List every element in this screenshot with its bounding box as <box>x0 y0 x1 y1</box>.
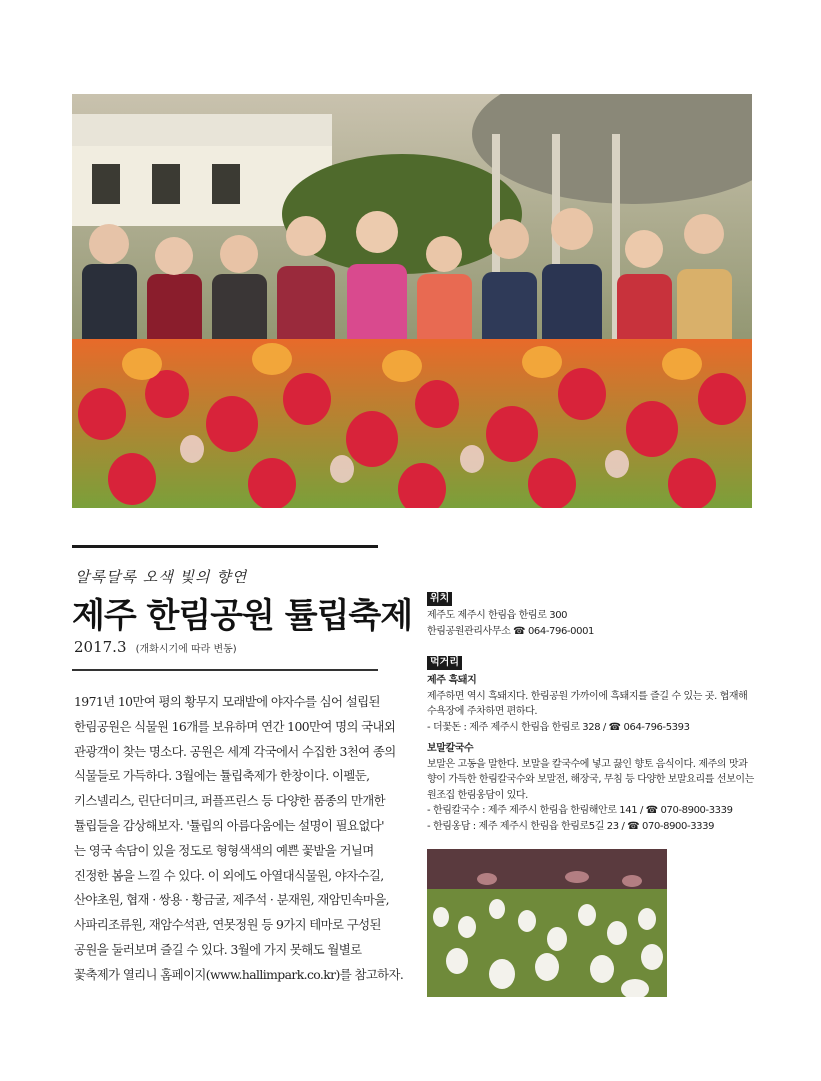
body-line: 튤립들을 감상해보자. '튤립의 아름다움에는 설명이 필요없다' <box>74 817 384 833</box>
food-item-name: 제주 흑돼지 <box>427 675 477 686</box>
date-line <box>74 637 237 656</box>
body-line: 사파리조류원, 재암수석관, 연못정원 등 9가지 테마로 구성된 <box>74 917 381 933</box>
date-note: (개화시기에 따라 변동) <box>135 644 237 655</box>
location-office: 한림공원관리사무소 ☎ 064-796-0001 <box>427 625 594 637</box>
location-section <box>427 592 757 639</box>
food-item-line: - 한림칼국수 : 제주 제주시 한림읍 한림해안로 141 / ☎ 070-8900-3339 <box>427 805 733 816</box>
location-tag: 위치 <box>427 592 452 606</box>
food-item-line: 수욕장에 주차하면 편하다. <box>427 706 538 717</box>
food-item-line: 향이 가득한 한림칼국수와 보말전, 해장국, 무침 등 다양한 보말요리를 선보이는 <box>427 774 754 785</box>
bottom-divider <box>72 669 378 671</box>
body-line: 한림공원은 식물원 16개를 보유하며 연간 100만여 명의 국내외 <box>74 718 396 734</box>
article-title: 제주 한림공원 튤립축제 <box>72 596 413 636</box>
food-item-name: 보말칼국수 <box>427 743 474 754</box>
food-tag: 먹거리 <box>427 656 462 670</box>
festival-date: 2017.3 <box>74 638 127 656</box>
article-subtitle: 알록달록 오색 빛의 향연 <box>75 568 248 586</box>
location-address: 제주도 제주시 한림읍 한림로 300 <box>427 610 568 621</box>
body-line: 1971년 10만여 평의 황무지 모래밭에 야자수를 심어 설립된 <box>74 694 380 709</box>
food-item-line: - 더꽃돈 : 제주 제주시 한림읍 한림로 328 / ☎ 064-796-5393 <box>427 721 690 733</box>
body-line: 관광객이 찾는 명소다. 공원은 세계 각국에서 수집한 3천여 종의 <box>74 743 396 759</box>
top-divider <box>72 545 378 548</box>
food-item-line: 원조집 한림옹담이 있다. <box>427 789 528 801</box>
white-tulips-photo <box>427 849 667 997</box>
body-line: 식물들로 가득하다. 3월에는 튤립축제가 한창이다. 이펠둔, <box>74 768 370 784</box>
body-line: 산야초원, 협재 · 쌍용 · 황금굴, 제주석 · 분재원, 재암민속마을, <box>74 892 389 908</box>
article-body <box>74 690 404 988</box>
body-line: 키스넬리스, 린단더미크, 퍼플프린스 등 다양한 품종의 만개한 <box>74 793 385 809</box>
hero-photo-children-tulips <box>72 94 752 508</box>
body-line: 는 영국 속담이 있을 정도로 형형색색의 예쁜 꽃밭을 거닐며 <box>74 842 374 858</box>
food-item-line: 제주하면 역시 흑돼지다. 한림공원 가까이에 흑돼지를 즐길 수 있는 곳. 협재해 <box>427 690 748 702</box>
body-line: 꽃축제가 열리니 홈페이지(www.hallimpark.co.kr)를 참고하자. <box>74 966 404 982</box>
body-line: 공원을 둘러보며 즐길 수 있다. 3월에 가지 못해도 월별로 <box>74 941 362 957</box>
food-item-line: 보말은 고동을 말한다. 보말을 칼국수에 넣고 끓인 향토 음식이다. 제주의 맛과 <box>427 758 748 770</box>
food-item-line: - 한림옹담 : 제주 제주시 한림읍 한림로5길 23 / ☎ 070-8900-3339 <box>427 820 715 832</box>
food-section <box>427 656 757 834</box>
body-line: 진정한 봄을 느낄 수 있다. 이 외에도 아열대식물원, 야자수길, <box>74 867 384 883</box>
